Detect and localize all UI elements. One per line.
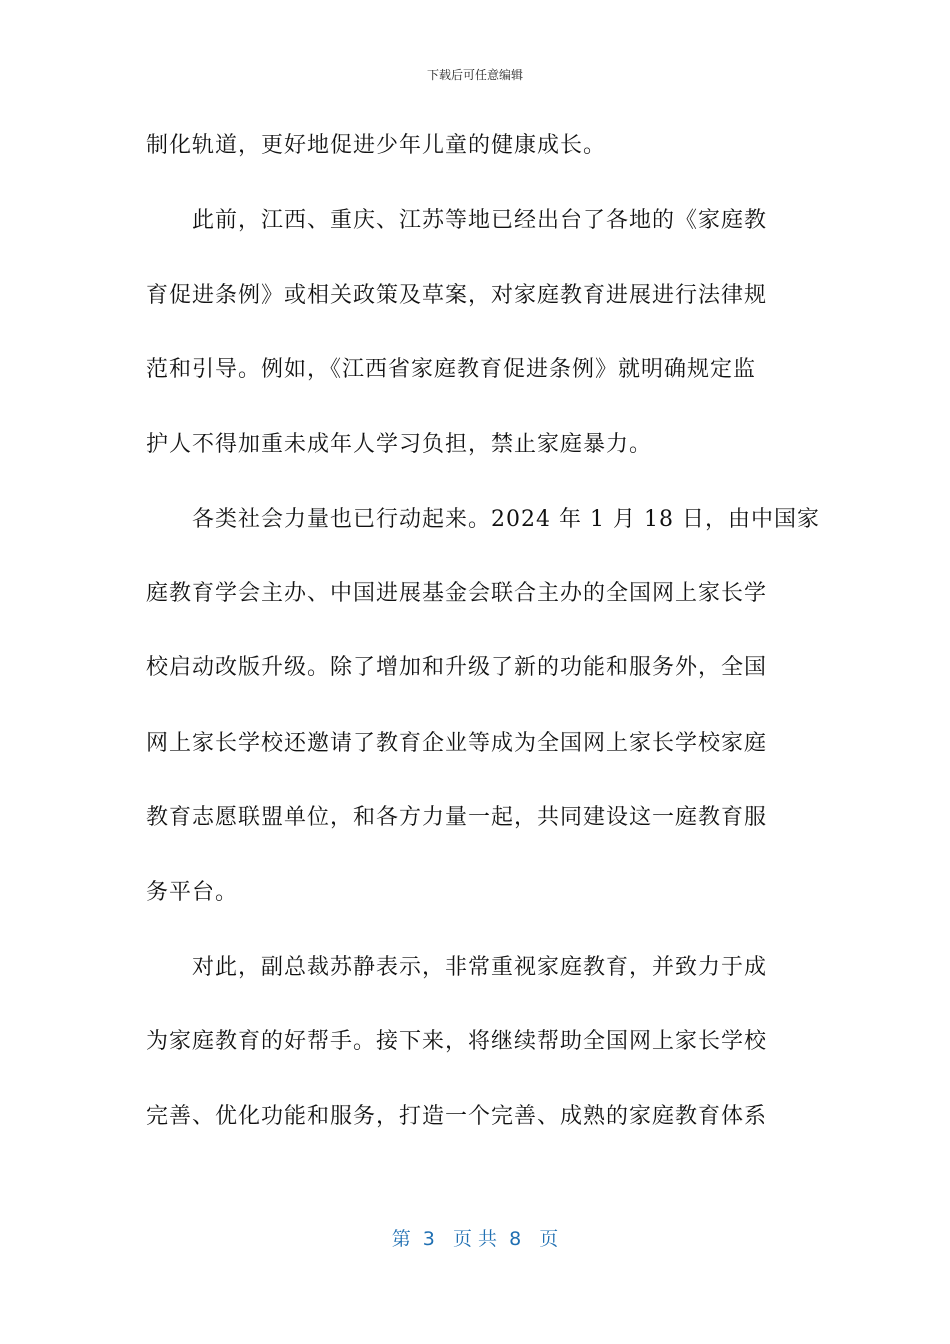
text-line: 为家庭教育的好帮手。接下来，将继续帮助全国网上家长学校 [146,1029,768,1054]
text-line: 网上家长学校还邀请了教育企业等成为全国网上家长学校家庭 [146,731,768,756]
text-line: 完善、优化功能和服务，打造一个完善、成熟的家庭教育体系 [146,1104,768,1129]
paragraph-first-line: 对此，副总裁苏静表示，非常重视家庭教育，并致力于成 [192,955,768,980]
paragraph-first-line: 此前，江西、重庆、江苏等地已经出台了各地的《家庭教 [192,208,768,233]
text-line: 护人不得加重未成年人学习负担，禁止家庭暴力。 [146,432,653,457]
text-line: 校启动改版升级。除了增加和升级了新的功能和服务外，全国 [146,655,768,680]
text-line: 育促进条例》或相关政策及草案，对家庭教育进展进行法律规 [146,283,768,308]
text-line: 务平台。 [146,880,239,905]
text-line: 范和引导。例如，《江西省家庭教育促进条例》就明确规定监 [146,357,757,382]
paragraph-first-line: 各类社会力量也已行动起来。2024 年 1 月 18 日，由中国家 [192,507,820,532]
text-line: 教育志愿联盟单位，和各方力量一起，共同建设这一庭教育服 [146,805,768,830]
text-line: 制化轨道，更好地促进少年儿童的健康成长。 [146,133,607,158]
page-header-note: 下载后可任意编辑 [426,68,523,82]
text-line: 庭教育学会主办、中国进展基金会联合主办的全国网上家长学 [146,581,768,606]
page-number-footer: 第 3 页 共 8 页 [391,1228,559,1250]
